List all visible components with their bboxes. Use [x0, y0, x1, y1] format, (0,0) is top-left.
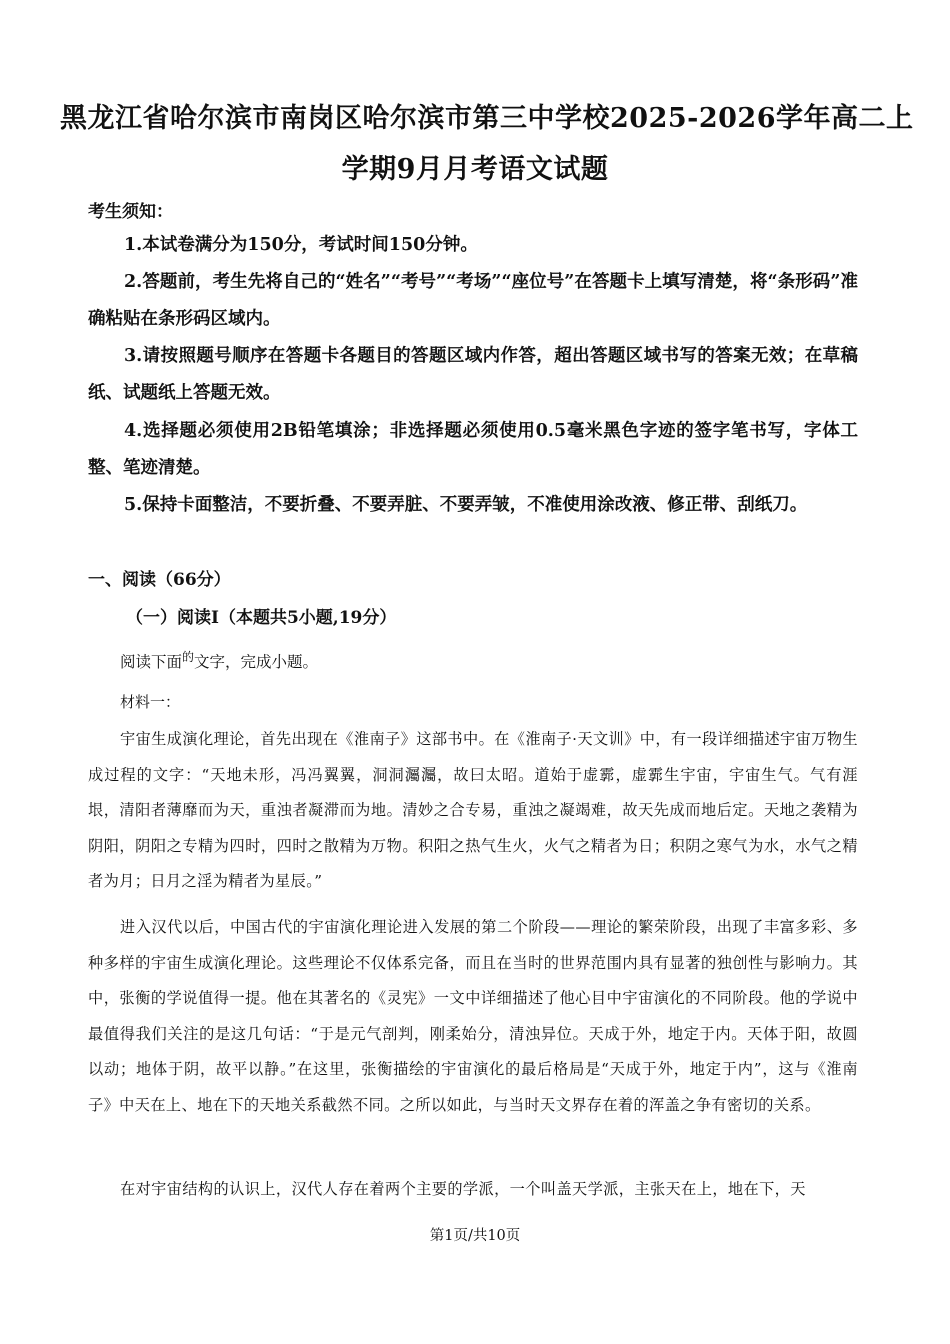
- notice-item-2: 2.答题前，考生先将自己的“姓名”“考号”“考场”“座位号”在答题卡上填写清楚，将“条形码”准确粘贴在条形码区域内。: [88, 272, 858, 329]
- paragraph: 宇宙生成演化理论，首先出现在《淮南子》这部书中。在《淮南子·天文训》中，有一段详细描述宇宙万物生成过程的文字：“天地未形，冯冯翼翼，洞洞灟灟，故曰太昭。道始于虚霩，虚霩生宇宙，宇宙生气。气有涯垠，清阳者薄靡而为天，重浊者凝滞而为地。清妙之合专易，重浊之凝竭难，故天先成而地后定。天地之袭精为阴阳，阴阳之专精为四时，四时之散精为万物。积阳之热气生火，火气之精者为日；积阴之寒气为水，水气之精者为月；日月之淫为精者为星辰。”: [88, 730, 858, 890]
- section-heading: 一、阅读（66分）: [88, 570, 231, 590]
- reading-instruction-start: 阅读下面: [120, 653, 183, 671]
- notice-item-1: 1.本试卷满分为150分，考试时间150分钟。: [124, 235, 478, 255]
- notice-heading: 考生须知：: [88, 202, 173, 222]
- reading-instruction-end: 文字，完成小题。: [194, 653, 319, 671]
- reading-instruction-sup: 的: [182, 650, 195, 664]
- reading-instruction: [120, 648, 318, 672]
- document-title-line-1: 黑龙江省哈尔滨市南岗区哈尔滨市第三中学校2025-2026学年高二上: [60, 103, 914, 134]
- page-number-footer: 第1页/共10页: [429, 1228, 521, 1244]
- document-title-line-2: 学期9月月考语文试题: [341, 154, 609, 185]
- paragraph: 在对宇宙结构的认识上，汉代人存在着两个主要的学派，一个叫盖天学派，主张天在上，地在下，天: [120, 1180, 806, 1198]
- notice-item-5: 5.保持卡面整洁，不要折叠、不要弄脏、不要弄皱，不准使用涂改液、修正带、刮纸刀。: [124, 495, 808, 515]
- notice-item-4: 4.选择题必须使用2B铅笔填涂；非选择题必须使用0.5毫米黑色字迹的签字笔书写，字体工整、笔迹清楚。: [88, 421, 858, 478]
- material-label: 材料一：: [120, 693, 181, 711]
- subsection-heading: （一）阅读Ⅰ（本题共5小题,19分）: [126, 608, 397, 628]
- paragraph: 进入汉代以后，中国古代的宇宙演化理论进入发展的第二个阶段——理论的繁荣阶段，出现了丰富多彩、多种多样的宇宙生成演化理论。这些理论不仅体系完备，而且在当时的世界范围内具有显著的独创性与影响力。其中，张衡的学说值得一提。他在其著名的《灵宪》一文中详细描述了他心目中宇宙演化的不同阶段。他的学说中最值得我们关注的是这几句话：“于是元气剖判，刚柔始分，清浊异位。天成于外，地定于内。天体于阳，故圆以动；地体于阴，故平以静。”在这里，张衡描绘的宇宙演化的最后格局是“天成于外，地定于内”，这与《淮南子》中天在上、地在下的天地关系截然不同。之所以如此，与当时天文界存在着的浑盖之争有密切的关系。: [88, 918, 858, 1114]
- notice-item-3: 3.请按照题号顺序在答题卡各题目的答题区域内作答，超出答题区域书写的答案无效；在草稿纸、试题纸上答题无效。: [88, 346, 858, 403]
